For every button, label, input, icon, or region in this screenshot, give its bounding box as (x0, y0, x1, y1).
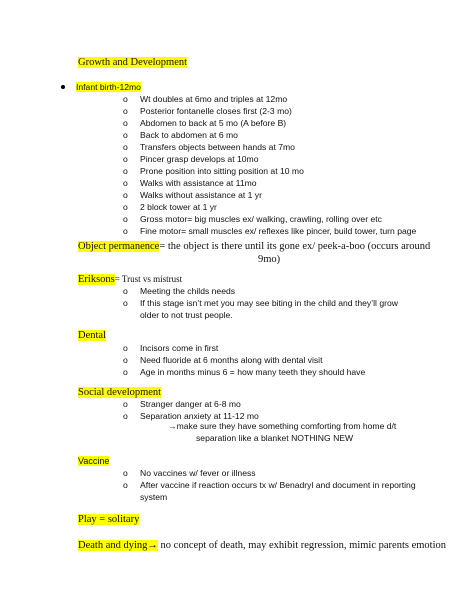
circle-bullet-icon: o (123, 343, 128, 353)
circle-bullet-icon: o (123, 154, 128, 164)
eriksons-label: Eriksons (78, 274, 115, 285)
eriksons-suffix: = Trust vs mistrust (114, 274, 183, 284)
circle-bullet-icon: o (123, 178, 128, 188)
death-line (78, 540, 446, 552)
list-item: Fine motor= small muscles ex/ reflexes like pincer, build tower, turn page (140, 226, 417, 236)
vaccine-heading: Vaccine (78, 456, 110, 466)
section-heading-growth: Growth and Development (78, 57, 188, 68)
circle-bullet-icon: o (123, 226, 128, 236)
list-item: Transfers objects between hands at 7mo (140, 142, 295, 152)
list-item: Incisors come in first (140, 343, 219, 353)
circle-bullet-icon: o (123, 130, 128, 140)
object-permanence-label: Object permanence (78, 241, 160, 252)
social-heading: Social development (78, 387, 162, 398)
list-item: Need fluoride at 6 months along with dental visit (140, 355, 323, 365)
circle-bullet-icon: o (123, 286, 128, 296)
social-sub-line-1: →make sure they have something comforting from home d/t (168, 421, 397, 431)
circle-bullet-icon: o (123, 480, 128, 490)
list-item: Separation anxiety at 11-12 mo (140, 411, 259, 421)
death-text: no concept of death, may exhibit regression, mimic parents emotion (157, 540, 446, 551)
death-label: Death and dying→ (78, 540, 158, 551)
list-item: Walks with assistance at 11mo (140, 178, 257, 188)
list-item: Prone position into sitting position at 10 mo (140, 166, 304, 176)
list-item: 2 block tower at 1 yr (140, 202, 217, 212)
dental-heading: Dental (78, 330, 106, 341)
infant-heading: Infant birth-12mo (76, 82, 141, 92)
bullet-dot-icon (61, 85, 65, 89)
list-item: Pincer grasp develops at 10mo (140, 154, 259, 164)
circle-bullet-icon: o (123, 355, 128, 365)
list-item: Age in months minus 6 = how many teeth they should have (140, 367, 366, 377)
list-item: Stranger danger at 6-8 mo (140, 399, 241, 409)
list-item: If this stage isn’t met you may see biting in the child and they’ll grow (140, 298, 398, 308)
list-item: Abdomen to back at 5 mo (A before B) (140, 118, 287, 128)
circle-bullet-icon: o (123, 214, 128, 224)
circle-bullet-icon: o (123, 468, 128, 478)
circle-bullet-icon: o (123, 399, 128, 409)
circle-bullet-icon: o (123, 190, 128, 200)
play-heading: Play = solitary (78, 514, 140, 525)
circle-bullet-icon: o (123, 94, 128, 104)
object-permanence-continuation: 9mo) (258, 254, 281, 265)
list-item: Posterior fontanelle closes first (2-3 mo) (140, 106, 292, 116)
object-permanence-text: = the object is there until its gone ex/ peek-a-boo (occurs around (159, 241, 431, 252)
vaccine-continuation: system (140, 492, 168, 502)
circle-bullet-icon: o (123, 367, 128, 377)
eriksons-continuation: older to not trust people. (140, 310, 233, 320)
list-item: Back to abdomen at 6 mo (140, 130, 238, 140)
circle-bullet-icon: o (123, 411, 128, 421)
circle-bullet-icon: o (123, 142, 128, 152)
list-item: Wt doubles at 6mo and triples at 12mo (140, 94, 288, 104)
circle-bullet-icon: o (123, 298, 128, 308)
circle-bullet-icon: o (123, 118, 128, 128)
list-item: No vaccines w/ fever or illness (140, 468, 256, 478)
circle-bullet-icon: o (123, 166, 128, 176)
list-item: After vaccine if reaction occurs tx w/ Benadryl and document in reporting (140, 480, 416, 490)
circle-bullet-icon: o (123, 202, 128, 212)
social-sub-line-2: separation like a blanket NOTHING NEW (196, 433, 354, 443)
list-item: Meeting the childs needs (140, 286, 236, 296)
list-item: Walks without assistance at 1 yr (140, 190, 262, 200)
object-permanence-line (78, 241, 430, 253)
list-item: Gross motor= big muscles ex/ walking, crawling, rolling over etc (140, 214, 382, 224)
circle-bullet-icon: o (123, 106, 128, 116)
